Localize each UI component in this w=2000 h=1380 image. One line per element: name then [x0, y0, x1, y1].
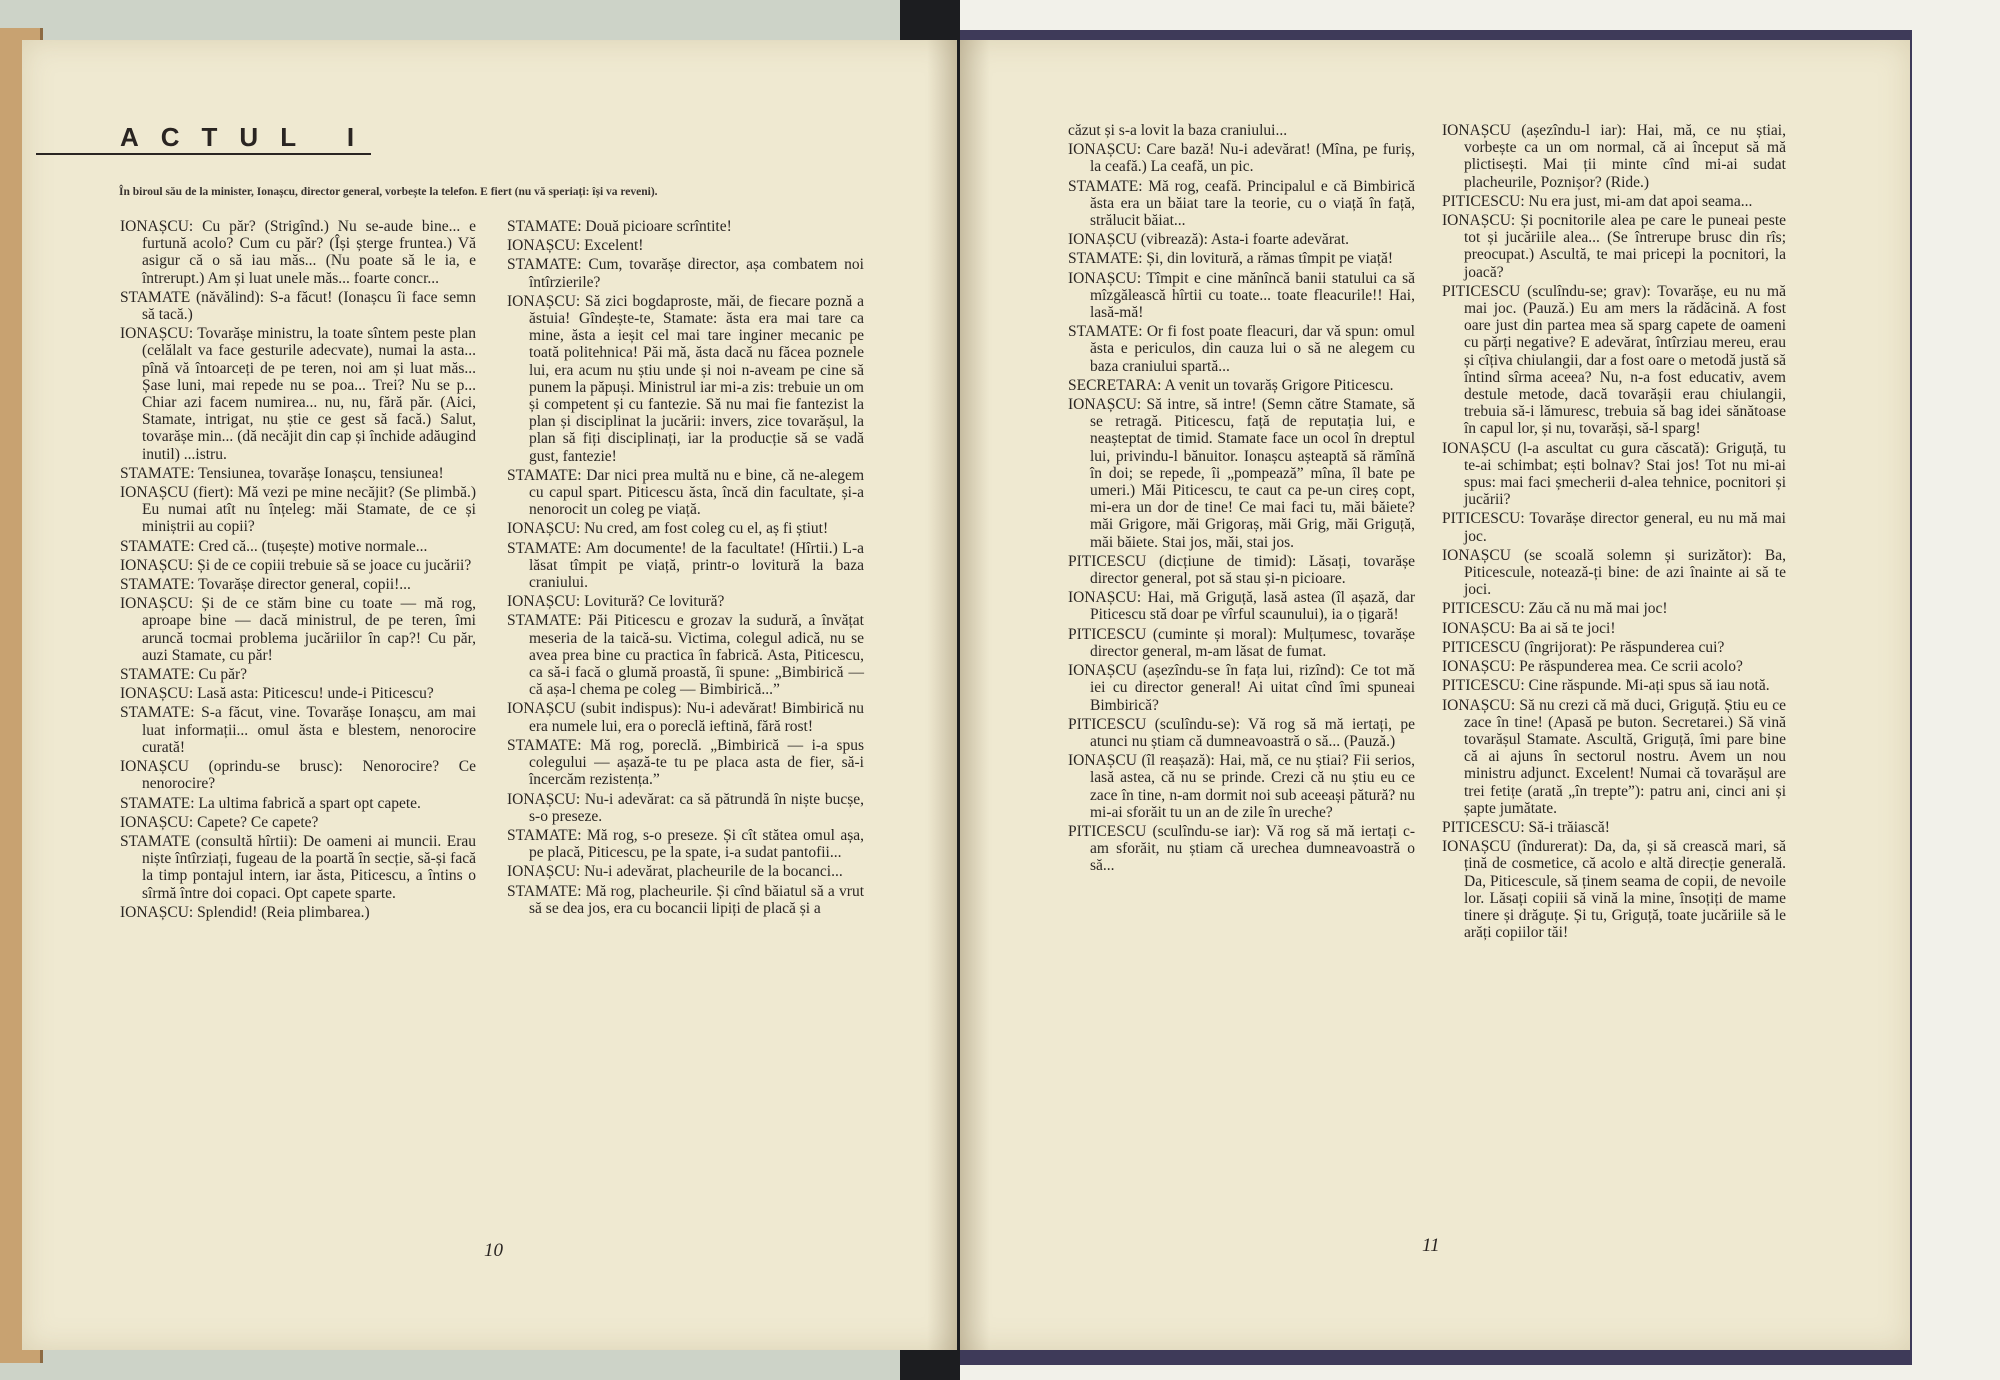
dialogue-line: IONAȘCU: Capete? Ce capete? [120, 813, 319, 831]
dialogue-line: STAMATE: Or fi fost poate fleacuri, dar vă spun: omul ăsta e periculos, din cauza lui o să ne alegem cu baza craniului spartă... [1068, 323, 1415, 375]
dialogue-line: PITICESCU: Zău că nu mă mai joc! [1442, 600, 1668, 618]
dialogue-line: PITICESCU (îngrijorat): Pe răspunderea cui? [1442, 638, 1725, 656]
page-number-left: 10 [484, 1240, 503, 1261]
page-fold-shadow [927, 40, 957, 1350]
page-fold-shadow [960, 40, 990, 1350]
dialogue-line: STAMATE: Dar nici prea multă nu e bine, că ne-alegem cu capul spart. Piticescu ăsta, încă din facultate, și-a nenorocit un coleg pe viață. [507, 466, 864, 519]
act-title-rule [36, 153, 371, 155]
act-title: ACTUL I [120, 122, 377, 152]
dialogue-line: IONAȘCU (oprindu-se brusc): Nenorocire? Ce nenorocire? [120, 758, 476, 793]
dialogue-line: STAMATE: Două picioare scrîntite! [507, 218, 732, 235]
dialogue-line: IONAȘCU: Pe răspunderea mea. Ce scrii acolo? [1442, 658, 1743, 676]
dialogue-line: STAMATE: Păi Piticescu e grozav la sudură, a învățat meseria de la taică-su. Victima, colegul adică, nu se avea prea bine cu practica în fabrică. Asta, Piticescu, ca să-i facă o glumă proastă, îi spune: „Bimbirică — că așa-l chema pe coleg — Bimbirică...” [507, 612, 864, 699]
dialogue-line: PITICESCU (sculîndu-se): Vă rog să mă iertați, pe atunci nu știam că dumneavoastră o să... (Pauză.) [1068, 715, 1415, 750]
dialogue-line: IONAȘCU: Și de ce stăm bine cu toate — mă rog, aproape bine — dacă ministrul, de pe teren, îmi aruncă tocmai problema jucăriilor în cap?! Cu păr, auzi Stamate, cu păr! [120, 595, 476, 664]
dialogue-line: STAMATE: La ultima fabrică a spart opt capete. [120, 794, 421, 812]
dialogue-line: IONAȘCU (vibrează): Asta-i foarte adevărat. [1068, 231, 1350, 249]
dialogue-line: IONAȘCU (așezîndu-l iar): Hai, mă, ce nu știai, vorbește ca un om normal, că ai început să mă plictisești. Mai ții minte cînd mi-ai sudat placheurile, Poznișor? (Ride.) [1442, 122, 1786, 191]
dialogue-line: IONAȘCU: Splendid! (Reia plimbarea.) [120, 903, 370, 921]
dialogue-line: PITICESCU (sculîndu-se iar): Vă rog să mă iertați c-am sforăit, nu știam că urechea dumneavoastră o să... [1068, 822, 1415, 875]
dialogue-line: PITICESCU: Nu era just, mi-am dat apoi seama... [1442, 192, 1753, 210]
dialogue-line: STAMATE: Mă rog, poreclă. „Bimbirică — i-a spus colegului — așază-te tu pe placa asta de fier, să-i încercăm rezistența.” [507, 736, 864, 789]
dialogue-line: PITICESCU (sculîndu-se; grav): Tovarășe, eu nu mă mai joc. (Pauză.) Eu am mers la rădăcină. A fost oare just din partea mea să sparg capete de oameni cu părți negative? E adevărat, întîrziau mereu, erau și cîțiva chiulangii, dar a fost oare o metodă justă să întind sîrma aceea? Nu, n-a fost educativ, avem destule metode, dacă tovarășii erau chiulangii, trebuia să-i lămuresc, trebuia să bag idei sănătoase în capul lor, și nu, tovarăși, să-l sparg! [1442, 282, 1786, 438]
page-number-right: 11 [1422, 1235, 1440, 1256]
dialogue-line: PITICESCU (dicțiune de timid): Lăsați, tovarășe director general, pot să stau și-n picioare. [1068, 552, 1415, 588]
dialogue-line: PITICESCU (cuminte și moral): Mulțumesc, tovarășe director general, m-am lăsat de fumat. [1068, 625, 1415, 660]
stage-direction-intro: În biroul său de la minister, Ionașcu, director general, vorbește la telefon. E fiert (nu vă speriați: își va reveni). [119, 186, 658, 198]
dialogue-line: IONAȘCU: Care bază! Nu-i adevărat! (Mîna, pe furiș, la ceafă.) La ceafă, un pic. [1068, 141, 1415, 176]
dialogue-line: PITICESCU: Cine răspunde. Mi-ați spus să iau notă. [1442, 677, 1770, 695]
dialogue-line: STAMATE: Tensiunea, tovarășe Ionașcu, tensiunea! [120, 464, 444, 482]
dialogue-line: IONAȘCU: Și de ce copiii trebuie să se joace cu jucării? [120, 556, 472, 574]
dialogue-line: SECRETARA: A venit un tovarăș Grigore Piticescu. [1068, 376, 1394, 394]
dialogue-line: IONAȘCU: Să intre, să intre! (Semn către Stamate, să se retragă. Piticescu, față de reputația lui, e neașteptat de timid. Stamate face un ocol în dreptul lui, privindu-l bănuitor. Ionașcu așteaptă să rămînă în doi; se repede, îi „pompează” mîna, îl bate pe umeri.) Măi Piticescu, te caut ca pe-un cireș copt, mi-era un dor de tine! Ce mai faci tu, măi băiete? măi Grigore, măi Grigoraș, măi Grig, măi Griguță, măi băiete. Stai jos, măi, stai jos. [1068, 396, 1415, 551]
dialogue-line: STAMATE: Cred că... (tușește) motive normale... [120, 537, 428, 555]
dialogue-line: STAMATE: S-a făcut, vine. Tovarășe Ionașcu, am mai luat informații... omul ăsta e blestem, nenorocire curată! [120, 704, 476, 756]
dialogue-line: STAMATE: Cum, tovarășe director, așa combatem noi întîrzierile? [507, 256, 864, 291]
dialogue-line: STAMATE: Am documente! de la facultate! (Hîrtii.) L-a lăsat tîmpit pe viață, printr-o lovitură la baza craniului. [507, 539, 864, 592]
dialogue-line: IONAȘCU: Nu cred, am fost coleg cu el, aș fi știut! [507, 520, 829, 538]
dialogue-line: IONAȘCU (subit indispus): Nu-i adevărat! Bimbirică nu era numele lui, era o poreclă ieftină, fără rost! [507, 700, 864, 735]
dialogue-line: PITICESCU: Să-i trăiască! [1442, 818, 1610, 836]
dialogue-line: PITICESCU: Tovarășe director general, eu nu mă mai joc. [1442, 510, 1786, 545]
dialogue-line: IONAȘCU: Lasă asta: Piticescu! unde-i Piticescu? [120, 685, 434, 703]
text-column-2 [507, 218, 864, 919]
dialogue-line: STAMATE: Tovarășe director general, copii!... [120, 576, 411, 594]
dialogue-line: IONAȘCU: Și pocnitorile alea pe care le puneai peste tot și jucăriile alea... (Se întrerupe brusc din rîs; preocupat.) Ascultă, te mai pricepi la pocnitori, la joacă? [1442, 212, 1786, 281]
text-column-3 [1068, 122, 1415, 877]
dialogue-line: IONAȘCU: Să zici bogdaproste, măi, de fiecare poznă a ăstuia! Gîndește-te, Stamate: ăsta era mai tare ca mine, ăsta a ieșit cel mai tare inginer mecanic pe toată politehnica! Păi mă, ăsta dacă nu făcea poznele lui, era acum nu știu unde și noi n-aveam pe cine să punem la păpuși. Ministrul iar mi-a zis: trebuie un om și competent și cu fantezie. Să nu mai fie fantezist la plan și disciplinat la jucării: invers, zice tovarășul, la plan să fiți disciplinați, iar la producție să se vadă gust, fantezie! [507, 292, 864, 465]
dialogue-line: IONAȘCU: Cu păr? (Strigînd.) Nu se-aude bine... e furtună acolo? Cum cu păr? (Își șterge fruntea.) Vă asigur că o să iau măs... (Nu poate să le ia, e întrerupt.) Am și luat unele măs... foarte concr... [120, 218, 476, 287]
dialogue-line: IONAȘCU (așezîndu-se în fața lui, rizînd): Ce tot mă iei cu director general! Ai uitat cînd îmi spuneai Bimbirică? [1068, 662, 1415, 714]
dialogue-line: STAMATE: Și, din lovitură, a rămas tîmpit pe viață! [1068, 250, 1394, 268]
dialogue-line: IONAȘCU: Să nu crezi că mă duci, Griguță. Știu eu ce zace în tine! (Apasă pe buton. Secretarei.) Să vină tovarășul Stamate. Ascultă, Griguță, îmi pare bine că ai ajuns în sectorul nostru. Avem un nou ministru adjunct. Excelent! Numai că tovarășul are trei fetițe (arată „în trepte”): patru ani, cinci ani și șapte jumătate. [1442, 696, 1786, 817]
dialogue-line: IONAȘCU: Nu-i adevărat, placheurile de la bocanci... [507, 863, 843, 881]
dialogue-line: IONAȘCU: Ba ai să te joci! [1442, 619, 1616, 637]
dialogue-line: IONAȘCU: Tovarășe ministru, la toate sîntem peste plan (celălalt va face gesturile adecvate), numai la asta... pînă vă întoarceți de pe teren, noi am și luat măs... Șase luni, mai repede nu se poa... Trei? Nu se p... Chiar azi facem numirea... nu, nu, fără păr. (Aici, Stamate, intrigat, nu știe ce gest să facă.) Salut, tovarășe min... (dă necăjit din cap și închide adăugind inutil) ...istru. [120, 325, 476, 463]
right-page [960, 40, 1910, 1350]
text-column-1 [120, 218, 476, 923]
dialogue-line: STAMATE: Cu păr? [120, 666, 248, 684]
dialogue-line: IONAȘCU (îl reașază): Hai, mă, ce nu știai? Fii serios, lasă astea, că nu se prinde. Crezi că nu știu eu ce zace în tine, n-am dormit noi sub aceeași pătură? nu mi-ai sforăit tu un an de zile în ureche? [1068, 752, 1415, 821]
dialogue-line: IONAȘCU: Lovitură? Ce lovitură? [507, 593, 725, 611]
dialogue-line: IONAȘCU (l-a ascultat cu gura căscată): Griguță, tu te-ai schimbat; ești bolnav? Stai jos! Tot nu mi-ai spus: mai faci șmecherii d-alea tehnice, pocnitori și jucării? [1442, 439, 1786, 509]
dialogue-line: IONAȘCU (îndurerat): Da, da, și să crească mari, să țină de cosmetice, că acolo e altă direcție generală. Da, Piticescule, să ținem seama de copii, de nevoile lor. Lăsați copiii să vină la mine, însoțiți de mame tinere și drăguțe. Și tu, Griguță, toate jucăriile să le arăți copiilor tăi! [1442, 838, 1786, 942]
dialogue-line: IONAȘCU (se scoală solemn și surizător): Ba, Piticescule, notează-ți bine: de azi înainte ai să te joci. [1442, 546, 1786, 599]
text-column-4 [1442, 122, 1786, 943]
dialogue-line: IONAȘCU: Nu-i adevărat: ca să pătrundă în niște bucșe, s-o preseze. [507, 790, 864, 825]
dialogue-line: STAMATE (năvălind): S-a făcut! (Ionașcu îi face semn să tacă.) [120, 288, 476, 324]
dialogue-line: IONAȘCU (fiert): Mă vezi pe mine necăjit? (Se plimbă.) Eu numai atît nu înțeleg: măi Stamate, de ce și miniștrii au copii? [120, 484, 476, 536]
dialogue-line: căzut și s-a lovit la baza craniului... [1068, 122, 1288, 139]
dialogue-line: STAMATE (consultă hîrtii): De oameni ai muncii. Erau niște întîrziați, fugeau de la poartă în secție, să-și facă la timp pontajul intern, iar ăsta, Piticescu, a întins o sîrmă între doi copaci. Opt capete sparte. [120, 832, 476, 902]
dialogue-line: IONAȘCU: Hai, mă Griguță, lasă astea (îl așază, dar Piticescu stă doar pe vîrful scaunului), ia o țigară! [1068, 589, 1415, 624]
dialogue-line: STAMATE: Mă rog, ceafă. Principalul e că Bimbirică ăsta era un băiat tare la teorie, cu o viață în față, strălucit băiat... [1068, 177, 1415, 230]
dialogue-line: IONAȘCU: Tîmpit e cine mănîncă banii statului ca să mîzgălească hîrtii cu toate... toate fleacurile!! Hai, lasă-mă! [1068, 269, 1415, 322]
left-page [22, 40, 957, 1350]
dialogue-line: STAMATE: Mă rog, placheurile. Și cînd băiatul să a vrut să se dea jos, era cu bocancii lipiți de placă și a [507, 882, 864, 917]
dialogue-line: STAMATE: Mă rog, s-o preseze. Și cît stătea omul așa, pe placă, Piticescu, pe la spate, i-a sudat pantofii... [507, 826, 864, 862]
dialogue-line: IONAȘCU: Excelent! [507, 237, 644, 255]
